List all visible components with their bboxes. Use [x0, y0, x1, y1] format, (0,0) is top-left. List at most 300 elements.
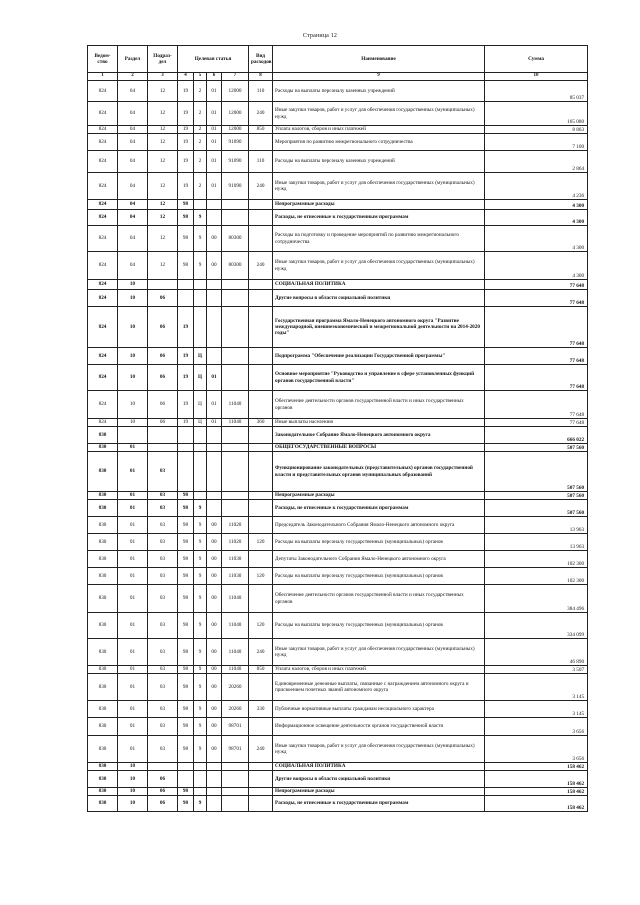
cell-name: ОБЩЕГОСУДАРСТВЕННЫЕ ВОПРОСЫ	[273, 444, 485, 452]
cell-direction: 11030	[222, 568, 249, 585]
cell-subprogram: 2	[194, 173, 207, 200]
cell-podrazdel	[148, 427, 178, 444]
cell-name: СОЦИАЛЬНАЯ ПОЛИТИКА	[273, 763, 485, 771]
cell-name: Единовременные денежные выплаты, связанные с награждением автономного округа и присвоением почетных званий автономного округа	[273, 674, 485, 701]
cell-vid-rashodov	[249, 500, 273, 517]
cell-name: Основное мероприятие "Руководство и управление в сфере установленных функций органов государственной власти"	[273, 365, 485, 391]
cell-event: 00	[207, 613, 222, 639]
cell-name: Иные выплаты населению	[273, 419, 485, 427]
cell-program: 98	[178, 568, 194, 585]
cell-subprogram: Ц	[194, 365, 207, 391]
cell-event: 01	[207, 151, 222, 173]
cell-razdel: 10	[118, 307, 148, 348]
cell-direction: 11040	[222, 639, 249, 666]
cell-event: 01	[207, 419, 222, 427]
cell-direction	[222, 444, 249, 452]
cell-subprogram: 9	[194, 736, 207, 763]
cell-name: Расходы, не отнесенные к государственным программам	[273, 796, 485, 812]
cell-subprogram	[194, 788, 207, 796]
cell-sum: 4 300	[485, 200, 588, 210]
cell-vedomstvo: 824	[88, 290, 118, 307]
cell-subprogram	[194, 771, 207, 788]
table-row	[88, 151, 588, 173]
cell-razdel: 01	[118, 736, 148, 763]
cell-name: Иные закупки товаров, работ и услуг для обеспечения государственных (муниципальных) нужд	[273, 736, 485, 763]
cell-razdel: 01	[118, 452, 148, 492]
cell-event	[207, 290, 222, 307]
cell-program: 19	[178, 391, 194, 419]
cell-sum: 13 963	[485, 534, 588, 551]
cell-program: 19	[178, 126, 194, 134]
cell-sum: 102 300	[485, 568, 588, 585]
cell-podrazdel: 12	[148, 226, 178, 252]
cell-subprogram: 9	[194, 674, 207, 701]
table-row	[88, 200, 588, 210]
cell-subprogram	[194, 200, 207, 210]
cell-sum: 8 863	[485, 126, 588, 134]
table-row	[88, 419, 588, 427]
header-vid-text: Вид расходов	[251, 52, 272, 65]
cell-program: 98	[178, 736, 194, 763]
cell-podrazdel: 03	[148, 534, 178, 551]
cell-vid-rashodov	[249, 444, 273, 452]
cell-program: 98	[178, 585, 194, 613]
cell-event	[207, 788, 222, 796]
cell-podrazdel: 06	[148, 365, 178, 391]
cell-name: Расходы на выплаты персоналу казенных учреждений	[273, 81, 485, 102]
cell-sum: 507 560	[485, 492, 588, 500]
table-row	[88, 771, 588, 788]
cell-name: Обеспечение деятельности органов государственной власти и иных государственных органов	[273, 391, 485, 419]
cell-sum: 4 300	[485, 252, 588, 280]
cell-direction	[222, 348, 249, 365]
cell-name: Публичные нормативные выплаты гражданам несоциального характера	[273, 701, 485, 718]
cell-vid-rashodov	[249, 796, 273, 812]
cell-name: Председатель Законодательного Собрания Ямало-Ненецкого автономного округа	[273, 517, 485, 534]
cell-name: Подпрограмма "Обеспечение реализации Государственной программы"	[273, 348, 485, 365]
cell-podrazdel: 03	[148, 492, 178, 500]
cell-vedomstvo: 824	[88, 252, 118, 280]
cell-vedomstvo: 824	[88, 226, 118, 252]
cell-direction: 20260	[222, 701, 249, 718]
cell-podrazdel: 12	[148, 252, 178, 280]
cell-program	[178, 444, 194, 452]
cell-vedomstvo: 824	[88, 151, 118, 173]
cell-vid-rashodov	[249, 492, 273, 500]
cell-subprogram	[194, 452, 207, 492]
cell-razdel: 04	[118, 210, 148, 226]
cell-name: Функционирование законодательных (представительных) органов государственной власти и представительных органов муниципальных образований	[273, 452, 485, 492]
cell-name: Уплата налогов, сборов и иных платежей	[273, 666, 485, 674]
cell-vid-rashodov	[249, 452, 273, 492]
cell-program	[178, 771, 194, 788]
cell-event: 01	[207, 126, 222, 134]
column-number: 4	[178, 73, 194, 81]
cell-sum: 666 022	[485, 427, 588, 444]
cell-vid-rashodov	[249, 200, 273, 210]
cell-sum: 384 496	[485, 585, 588, 613]
cell-event: 00	[207, 517, 222, 534]
column-number: 7	[222, 73, 249, 81]
cell-name: СОЦИАЛЬНАЯ ПОЛИТИКА	[273, 280, 485, 290]
cell-direction: 11030	[222, 551, 249, 568]
cell-program	[178, 452, 194, 492]
cell-vid-rashodov	[249, 365, 273, 391]
header-vedomstvo-text: Ведом- ство	[94, 52, 111, 65]
cell-sum: 3 145	[485, 701, 588, 718]
cell-direction	[222, 492, 249, 500]
cell-vid-rashodov	[249, 718, 273, 736]
cell-podrazdel: 03	[148, 639, 178, 666]
cell-vid-rashodov: 360	[249, 419, 273, 427]
column-number: 1	[88, 73, 118, 81]
cell-subprogram: 9	[194, 701, 207, 718]
cell-event	[207, 348, 222, 365]
cell-program: 19	[178, 102, 194, 126]
cell-direction: 11020	[222, 534, 249, 551]
cell-direction	[222, 763, 249, 771]
cell-vedomstvo: 824	[88, 200, 118, 210]
cell-name: Депутаты Законодательного Собрания Ямало-Ненецкого автономного округа	[273, 551, 485, 568]
cell-subprogram: 9	[194, 639, 207, 666]
cell-subprogram: Ц	[194, 391, 207, 419]
table-row	[88, 551, 588, 568]
table-row	[88, 252, 588, 280]
cell-podrazdel: 03	[148, 613, 178, 639]
cell-vedomstvo: 830	[88, 788, 118, 796]
cell-direction: 80300	[222, 226, 249, 252]
table-row	[88, 718, 588, 736]
cell-program	[178, 427, 194, 444]
cell-vid-rashodov	[249, 551, 273, 568]
cell-direction: 11020	[222, 517, 249, 534]
cell-program: 98	[178, 796, 194, 812]
cell-podrazdel: 12	[148, 126, 178, 134]
cell-vid-rashodov: 850	[249, 666, 273, 674]
cell-podrazdel: 06	[148, 307, 178, 348]
table-row	[88, 534, 588, 551]
cell-program: 98	[178, 500, 194, 517]
table-row	[88, 365, 588, 391]
cell-program: 98	[178, 701, 194, 718]
cell-razdel: 10	[118, 365, 148, 391]
table-row	[88, 126, 588, 134]
header-podrazdel	[148, 46, 178, 73]
cell-sum: 77 648	[485, 290, 588, 307]
cell-vid-rashodov: 110	[249, 81, 273, 102]
cell-name: Непрограммные расходы	[273, 492, 485, 500]
cell-razdel: 01	[118, 568, 148, 585]
cell-direction: 91090	[222, 173, 249, 200]
cell-vedomstvo: 824	[88, 348, 118, 365]
cell-vid-rashodov: 110	[249, 151, 273, 173]
cell-vedomstvo: 824	[88, 280, 118, 290]
cell-subprogram: 2	[194, 151, 207, 173]
cell-direction	[222, 788, 249, 796]
cell-vedomstvo: 824	[88, 391, 118, 419]
cell-podrazdel: 06	[148, 419, 178, 427]
cell-vedomstvo: 830	[88, 666, 118, 674]
cell-subprogram	[194, 763, 207, 771]
table-row	[88, 290, 588, 307]
cell-sum: 85 037	[485, 81, 588, 102]
cell-direction: 80300	[222, 252, 249, 280]
cell-vedomstvo: 824	[88, 102, 118, 126]
cell-direction: 20260	[222, 674, 249, 701]
cell-direction: 98701	[222, 718, 249, 736]
cell-name: Иные закупки товаров, работ и услуг для обеспечения государственных (муниципальных) нужд	[273, 173, 485, 200]
table-row	[88, 226, 588, 252]
table-row	[88, 210, 588, 226]
cell-program	[178, 280, 194, 290]
cell-vid-rashodov	[249, 585, 273, 613]
cell-subprogram: 9	[194, 210, 207, 226]
cell-vid-rashodov	[249, 427, 273, 444]
cell-sum: 77 648	[485, 365, 588, 391]
cell-name: Обеспечение деятельности органов государственной власти и иных государственных органов	[273, 585, 485, 613]
cell-vedomstvo: 830	[88, 701, 118, 718]
cell-sum: 507 560	[485, 444, 588, 452]
cell-sum: 3 656	[485, 718, 588, 736]
cell-vedomstvo: 830	[88, 500, 118, 517]
header-name: Наименование	[273, 46, 485, 73]
cell-name: Непрограммные расходы	[273, 788, 485, 796]
cell-subprogram	[194, 427, 207, 444]
cell-program	[178, 763, 194, 771]
cell-vedomstvo: 830	[88, 492, 118, 500]
cell-name: Расходы на выплаты персоналу государственных (муниципальных) органов	[273, 613, 485, 639]
cell-razdel: 04	[118, 81, 148, 102]
cell-podrazdel: 12	[148, 151, 178, 173]
cell-podrazdel: 12	[148, 81, 178, 102]
cell-subprogram	[194, 280, 207, 290]
cell-podrazdel: 06	[148, 391, 178, 419]
cell-razdel: 01	[118, 534, 148, 551]
cell-event: 00	[207, 639, 222, 666]
cell-name: Другие вопросы в области социальной политики	[273, 290, 485, 307]
cell-razdel: 01	[118, 517, 148, 534]
cell-event	[207, 444, 222, 452]
column-number: 10	[485, 73, 588, 81]
table-row	[88, 102, 588, 126]
cell-event: 01	[207, 391, 222, 419]
cell-sum: 102 300	[485, 551, 588, 568]
cell-vedomstvo: 830	[88, 452, 118, 492]
cell-sum: 158 462	[485, 763, 588, 771]
cell-vid-rashodov	[249, 674, 273, 701]
cell-event: 01	[207, 365, 222, 391]
cell-subprogram	[194, 492, 207, 500]
cell-event	[207, 452, 222, 492]
cell-sum: 507 560	[485, 500, 588, 517]
cell-vedomstvo: 830	[88, 427, 118, 444]
cell-direction: 11040	[222, 391, 249, 419]
cell-vedomstvo: 830	[88, 517, 118, 534]
cell-vedomstvo: 824	[88, 134, 118, 151]
cell-event	[207, 200, 222, 210]
cell-podrazdel	[148, 280, 178, 290]
cell-subprogram: Ц	[194, 419, 207, 427]
cell-razdel: 10	[118, 763, 148, 771]
cell-vid-rashodov: 120	[249, 613, 273, 639]
cell-vid-rashodov: 240	[249, 102, 273, 126]
cell-podrazdel: 06	[148, 290, 178, 307]
cell-subprogram: 9	[194, 796, 207, 812]
table-row	[88, 173, 588, 200]
table-row	[88, 348, 588, 365]
cell-razdel: 10	[118, 788, 148, 796]
table-row	[88, 796, 588, 812]
cell-program: 98	[178, 639, 194, 666]
cell-program: 19	[178, 348, 194, 365]
cell-program: 98	[178, 788, 194, 796]
cell-direction	[222, 365, 249, 391]
cell-event: 00	[207, 585, 222, 613]
table-row	[88, 674, 588, 701]
cell-razdel: 04	[118, 200, 148, 210]
cell-podrazdel: 06	[148, 348, 178, 365]
cell-vid-rashodov	[249, 226, 273, 252]
cell-razdel: 04	[118, 102, 148, 126]
cell-sum: 4 300	[485, 226, 588, 252]
cell-subprogram: 9	[194, 226, 207, 252]
header-razdel: Раздел	[118, 46, 148, 73]
cell-vedomstvo: 830	[88, 796, 118, 812]
cell-program: 19	[178, 307, 194, 348]
cell-vedomstvo: 830	[88, 771, 118, 788]
table-row	[88, 639, 588, 666]
table-row	[88, 585, 588, 613]
cell-subprogram: 9	[194, 551, 207, 568]
cell-podrazdel: 06	[148, 788, 178, 796]
cell-subprogram	[194, 444, 207, 452]
cell-direction: 12000	[222, 102, 249, 126]
cell-direction	[222, 290, 249, 307]
cell-direction	[222, 210, 249, 226]
table-row	[88, 500, 588, 517]
cell-direction	[222, 427, 249, 444]
cell-subprogram	[194, 307, 207, 348]
table-row	[88, 736, 588, 763]
cell-vid-rashodov: 330	[249, 701, 273, 718]
cell-name: Мероприятия по развитию межрегионального сотрудничества	[273, 134, 485, 151]
cell-razdel: 10	[118, 290, 148, 307]
cell-podrazdel: 12	[148, 210, 178, 226]
cell-event: 01	[207, 173, 222, 200]
cell-program: 19	[178, 173, 194, 200]
cell-vid-rashodov	[249, 763, 273, 771]
cell-subprogram: Ц	[194, 348, 207, 365]
cell-program: 98	[178, 666, 194, 674]
header-podrazdel-text: Подраз- дел	[153, 52, 172, 65]
cell-sum: 77 648	[485, 280, 588, 290]
cell-event: 00	[207, 736, 222, 763]
cell-direction	[222, 452, 249, 492]
table-row	[88, 492, 588, 500]
cell-subprogram: 2	[194, 102, 207, 126]
cell-sum: 3 145	[485, 674, 588, 701]
cell-razdel: 01	[118, 666, 148, 674]
cell-razdel: 04	[118, 252, 148, 280]
cell-razdel: 01	[118, 701, 148, 718]
cell-event: 00	[207, 551, 222, 568]
cell-program: 98	[178, 534, 194, 551]
cell-vid-rashodov	[249, 391, 273, 419]
cell-razdel: 01	[118, 551, 148, 568]
page-number: Страница 12	[302, 33, 338, 39]
cell-podrazdel: 12	[148, 134, 178, 151]
cell-vedomstvo: 830	[88, 585, 118, 613]
cell-program: 19	[178, 81, 194, 102]
header-sum: Сумма	[485, 46, 588, 73]
table-row	[88, 81, 588, 102]
cell-sum: 158 462	[485, 771, 588, 788]
cell-vid-rashodov	[249, 307, 273, 348]
cell-direction: 11040	[222, 613, 249, 639]
cell-podrazdel: 03	[148, 666, 178, 674]
cell-subprogram: 9	[194, 534, 207, 551]
budget-table	[87, 45, 588, 812]
cell-vedomstvo: 830	[88, 736, 118, 763]
cell-name: Расходы, не отнесенные к государственным программам	[273, 500, 485, 517]
cell-podrazdel: 12	[148, 173, 178, 200]
cell-podrazdel: 03	[148, 517, 178, 534]
cell-sum: 7 100	[485, 134, 588, 151]
cell-vid-rashodov	[249, 348, 273, 365]
cell-direction: 91090	[222, 151, 249, 173]
cell-vid-rashodov	[249, 788, 273, 796]
cell-event: 00	[207, 226, 222, 252]
cell-direction: 11040	[222, 585, 249, 613]
cell-direction	[222, 500, 249, 517]
cell-sum: 334 099	[485, 613, 588, 639]
cell-direction	[222, 307, 249, 348]
cell-program: 98	[178, 492, 194, 500]
cell-vedomstvo: 824	[88, 365, 118, 391]
cell-event	[207, 307, 222, 348]
cell-sum: 77 648	[485, 391, 588, 419]
cell-program: 98	[178, 551, 194, 568]
cell-sum: 46 890	[485, 639, 588, 666]
cell-podrazdel: 06	[148, 771, 178, 788]
cell-direction: 98701	[222, 736, 249, 763]
cell-podrazdel: 03	[148, 452, 178, 492]
cell-vedomstvo: 830	[88, 534, 118, 551]
cell-razdel: 01	[118, 718, 148, 736]
cell-vid-rashodov: 120	[249, 534, 273, 551]
cell-vedomstvo: 830	[88, 551, 118, 568]
cell-vedomstvo: 824	[88, 126, 118, 134]
cell-subprogram: 2	[194, 81, 207, 102]
cell-direction: 11040	[222, 419, 249, 427]
cell-name: Другие вопросы в области социальной политики	[273, 771, 485, 788]
cell-program: 19	[178, 134, 194, 151]
cell-subprogram: 2	[194, 126, 207, 134]
cell-sum: 165 080	[485, 102, 588, 126]
table-row	[88, 134, 588, 151]
cell-name: Законодательное Собрание Ямало-Ненецкого автономного округа	[273, 427, 485, 444]
cell-podrazdel	[148, 763, 178, 771]
cell-razdel: 10	[118, 280, 148, 290]
cell-program: 98	[178, 226, 194, 252]
cell-vedomstvo: 824	[88, 210, 118, 226]
cell-subprogram: 9	[194, 517, 207, 534]
cell-subprogram: 9	[194, 500, 207, 517]
cell-vedomstvo: 830	[88, 674, 118, 701]
column-numbers-row	[88, 73, 588, 81]
header-celevaya: Целевая статья	[178, 46, 249, 73]
cell-razdel: 10	[118, 796, 148, 812]
